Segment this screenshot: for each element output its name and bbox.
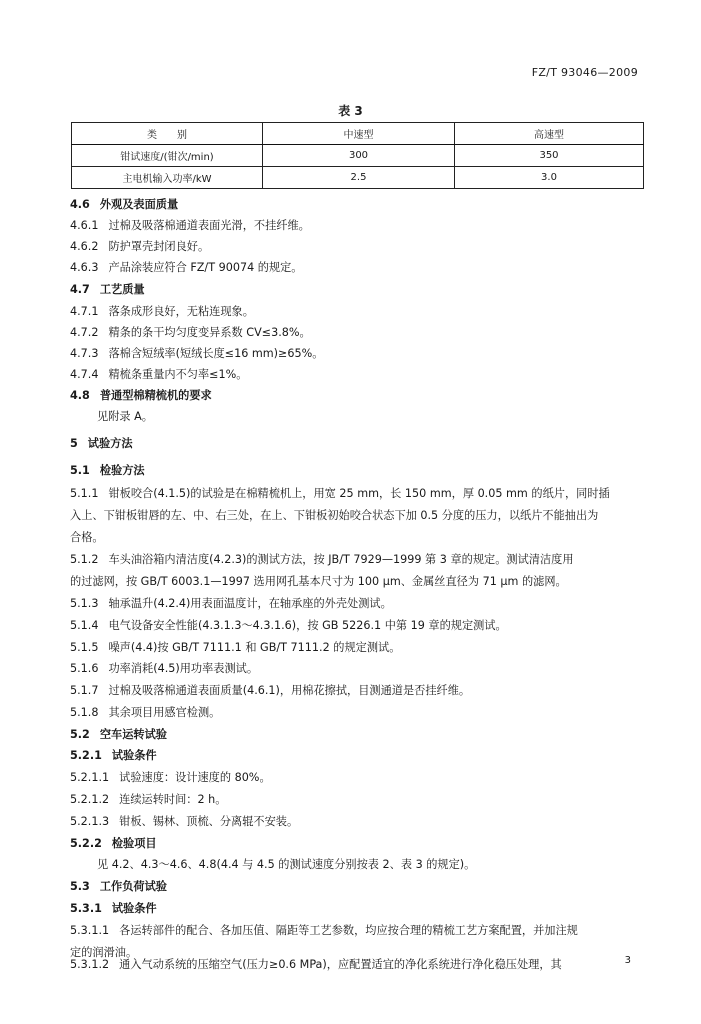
clause-number: 5.2.1.1 [70,771,110,784]
clause-number: 5.1.8 [70,706,99,719]
table-cell: 2.5 [263,167,455,189]
table-header-cell: 高速型 [455,123,644,145]
text-line [70,641,400,655]
table-cell: 300 [263,145,455,167]
text-line [70,464,145,478]
table-cell: 3.0 [455,167,644,189]
clause-text: 产品涂装应符合 FZ/T 90074 的规定。 [108,261,303,274]
text-line [70,902,157,916]
text-line [70,597,392,611]
clause-text: 落棉含短绒率(短绒长度≤16 mm)≥65%。 [108,347,324,360]
clause-text: 钳板、锡林、顶梳、分离辊不安装。 [119,815,299,828]
clause-number: 5.3.1.2 [70,957,110,971]
clause-text: 外观及表面质量 [99,198,179,211]
clause-text: 检验方法 [99,464,145,477]
clause-number: 5.1.2 [70,553,99,566]
clause-number: 5.3 [70,880,90,893]
text-line [70,326,311,340]
clause-number: 4.7.2 [70,326,99,339]
table-header-cell: 中速型 [263,123,455,145]
text-line [70,749,157,763]
clause-number: 4.7 [70,283,90,296]
clause-number: 5.1.4 [70,619,99,632]
clause-text: 车头油浴箱内清洁度(4.2.3)的测试方法，按 JB/T 7929—1999 第 3 章的规定。测试清洁度用 [108,553,574,566]
clause-number: 4.8 [70,389,90,402]
clause-number: 5.1.7 [70,684,99,697]
clause-text: 过棉及吸落棉通道表面质量(4.6.1)，用棉花擦拭，目测通道是否挂纤维。 [108,684,471,697]
table-title: 表 3 [338,104,363,118]
clause-text: 试验速度：设计速度的 80%。 [119,771,271,784]
clause-text: 定的润滑油。 [70,946,138,959]
text-line [70,662,258,676]
clause-text: 噪声(4.4)按 GB/T 7111.1 和 GB/T 7111.2 的规定测试。 [108,641,401,654]
clause-text: 见 4.2、4.3～4.6、4.8(4.4 与 4.5 的测试速度分别按表 2、表 3 的规定)。 [97,858,476,871]
table-header-cell: 类 别 [72,123,263,145]
text-line [70,793,226,807]
clause-text: 的过滤网，按 GB/T 6003.1—1997 选用网孔基本尺寸为 100 μm、金属丝直径为 71 μm 的滤网。 [70,575,567,588]
clause-text: 精梳条重量内不匀率≤1%。 [108,368,248,381]
table-header-row [72,123,644,145]
clause-text: 各运转部件的配合、各加压值、隔距等工艺参数，均应按合理的精梳工艺方案配置，并加注规 [119,924,578,937]
clause-text: 合格。 [70,531,104,544]
clause-text: 过棉及吸落棉通道表面光滑，不挂纤维。 [108,219,310,232]
clause-text: 精条的条干均匀度变异系数 CV≤3.8%。 [108,326,311,339]
clause-number: 5.2 [70,728,90,741]
text-line [70,305,254,319]
clause-number: 5.2.2 [70,837,102,850]
text-line [70,437,133,451]
table-row [72,167,644,189]
table-cell: 350 [455,145,644,167]
clause-number: 4.7.4 [70,368,99,381]
table-cell: 主电机输入功率/kW [72,167,263,189]
text-line [70,815,298,829]
clause-text: 落条成形良好，无粘连现象。 [108,305,254,318]
clause-number: 5.1.5 [70,641,99,654]
clause-number: 5 [70,437,78,450]
text-line [70,389,212,403]
clause-text: 空车运转试验 [99,728,167,741]
text-line [70,958,562,972]
clause-text: 工艺质量 [99,283,145,296]
clause-number: 5.2.1.2 [70,793,110,806]
text-line [70,198,178,212]
clause-number: 4.6 [70,198,90,211]
clause-text: 入上、下钳板钳唇的左、中、右三处，在上、下钳板初始咬合状态下加 0.5 分度的压力，以纸片不能抽出为 [70,509,599,522]
clause-text: 轴承温升(4.2.4)用表面温度计，在轴承座的外壳处测试。 [108,597,392,610]
clause-number: 4.6.3 [70,261,99,274]
text-line [70,347,323,361]
clause-number: 4.6.1 [70,219,99,232]
text-line [97,410,153,424]
clause-text: 电气设备安全性能(4.3.1.3～4.3.1.6)，按 GB 5226.1 中第 19 章的规定测试。 [108,619,507,632]
clause-number: 5.1.3 [70,597,99,610]
text-line [70,487,610,501]
clause-text: 试验方法 [87,437,133,450]
text-line [70,880,167,894]
spec-table [71,122,644,189]
clause-number: 4.6.2 [70,240,99,253]
clause-text: 钳板咬合(4.1.5)的试验是在棉精梳机上，用宽 25 mm，长 150 mm，厚 0.05 mm 的纸片，同时插 [108,487,610,500]
text-line [70,283,145,297]
text-line [70,771,271,785]
standard-code: FZ/T 93046—2009 [531,66,638,79]
clause-text: 工作负荷试验 [99,880,167,893]
text-line [70,706,220,720]
page-number: 3 [624,955,631,966]
clause-text: 防护罩壳封闭良好。 [108,240,210,253]
clause-text: 其余项目用感官检测。 [108,706,221,719]
text-line [97,858,475,872]
clause-text: 试验条件 [111,749,157,762]
clause-text: 试验条件 [111,902,157,915]
text-line [70,531,104,545]
table-row [72,145,644,167]
text-line [70,837,157,851]
text-line [70,368,247,382]
table-cell: 钳试速度/(钳次/min) [72,145,263,167]
clause-number: 5.1 [70,464,90,477]
clause-number: 5.3.1 [70,902,102,915]
text-line [70,619,507,633]
clause-text: 功率消耗(4.5)用功率表测试。 [108,662,259,675]
text-line [70,261,303,275]
text-line [70,240,209,254]
text-line [70,509,598,523]
clause-number: 4.7.3 [70,347,99,360]
clause-number: 5.3.1.1 [70,924,110,937]
clause-text: 普通型棉精梳机的要求 [99,389,212,402]
clause-text: 见附录 A。 [97,410,153,423]
text-line [70,219,310,233]
clause-number: 5.1.6 [70,662,99,675]
clause-text: 连续运转时间：2 h。 [119,793,227,806]
text-line [70,684,470,698]
clause-text: 通入气动系统的压缩空气(压力≥0.6 MPa)，应配置适宜的净化系统进行净化稳压处理，其 [119,957,562,971]
text-line [70,575,567,589]
text-line [70,728,167,742]
clause-text: 检验项目 [111,837,157,850]
clause-number: 5.2.1.3 [70,815,110,828]
text-line [70,553,574,567]
text-line [70,924,578,938]
clause-number: 4.7.1 [70,305,99,318]
clause-number: 5.1.1 [70,487,99,500]
clause-number: 5.2.1 [70,749,102,762]
